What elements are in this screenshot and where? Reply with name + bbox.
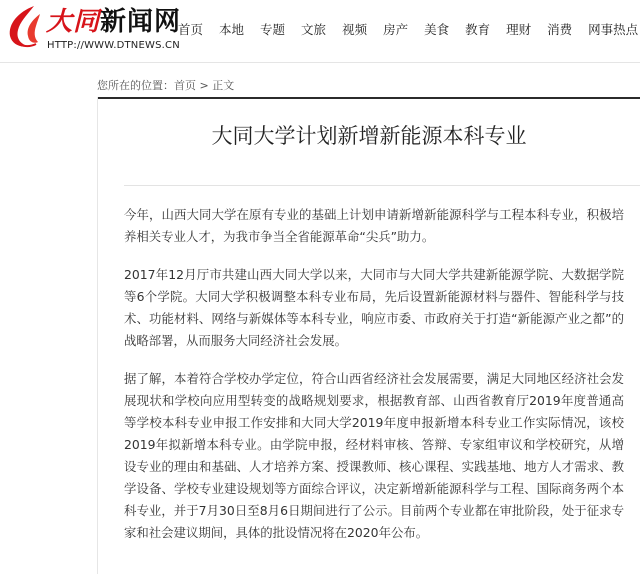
nav-item-topics[interactable]: 专题	[260, 22, 286, 37]
article-paragraph-2: 2017年12月厅市共建山西大同大学以来，大同市与大同大学共建新能源学院、大数据学院等6个学院。大同大学积极调整本科专业布局，先后设置新能源材料与器件、智能科学与技术、功能材料、网络与新媒体等本科专业，响应市委、市政府关于打造“新能源产业之都”的战略部署，从而服务大同经济社会发展。	[124, 267, 624, 348]
site-header	[0, 0, 640, 60]
main-nav	[178, 18, 638, 40]
breadcrumb-home-link[interactable]: 首页	[174, 79, 196, 92]
breadcrumb-prefix: 您所在的位置：	[97, 79, 174, 92]
site-url: HTTP://WWW.DTNEWS.CN	[47, 40, 180, 51]
nav-item-video[interactable]: 视频	[342, 22, 368, 37]
site-logo[interactable]	[46, 7, 181, 37]
nav-item-real-estate[interactable]: 房产	[383, 22, 409, 37]
title-divider	[124, 185, 640, 186]
nav-item-consumer[interactable]: 消费	[547, 22, 573, 37]
nav-item-food[interactable]: 美食	[424, 22, 450, 37]
nav-item-education[interactable]: 教育	[465, 22, 491, 37]
nav-item-home[interactable]: 首页	[178, 22, 204, 37]
breadcrumb-current: 正文	[212, 79, 235, 92]
article-body	[124, 204, 624, 560]
nav-item-hot-topics[interactable]: 网事热点	[588, 22, 639, 37]
article-title: 大同大学计划新增新能源本科专业	[211, 124, 527, 148]
content-left-rule	[97, 97, 98, 574]
nav-item-local[interactable]: 本地	[219, 22, 245, 37]
breadcrumb	[97, 77, 234, 93]
flame-logo-icon[interactable]	[4, 4, 46, 48]
nav-item-culture-travel[interactable]: 文旅	[301, 22, 327, 37]
header-divider	[0, 62, 640, 63]
logo-black-text: 新闻网	[100, 7, 182, 37]
nav-item-finance[interactable]: 理财	[506, 22, 532, 37]
article-paragraph-3: 据了解，本着符合学校办学定位，符合山西省经济社会发展需要，满足大同地区经济社会发展现状和学校向应用型转变的战略规划要求，根据教育部、山西省教育厅2019年度普通高等学校本科专业申报工作安排和大同大学2019年度申报新增本科专业工作实际情况，该校2019年拟新增本科专业。由学院申报，经材料审核、答辩、专家组审议和学校研究，从增设专业的理由和基础、人才培养方案、授课教师、核心课程、实践基地、地方人才需求、教学设备、学校专业建设规划等方面综合评议，决定新增新能源科学与工程、国际商务两个本科专业，并于7月30日至8月6日期间进行了公示。目前两个专业都在审批阶段，处于征求专家和社会建议期间，具体的批设情况将在2020年公布。	[124, 371, 624, 540]
article-paragraph-1: 今年，山西大同大学在原有专业的基础上计划申请新增新能源科学与工程本科专业，积极培养相关专业人才，为我市争当全省能源革命“尖兵”助力。	[124, 207, 624, 244]
content-top-rule	[97, 97, 640, 99]
logo-red-text: 大同	[46, 7, 101, 37]
breadcrumb-separator: >	[196, 79, 213, 92]
